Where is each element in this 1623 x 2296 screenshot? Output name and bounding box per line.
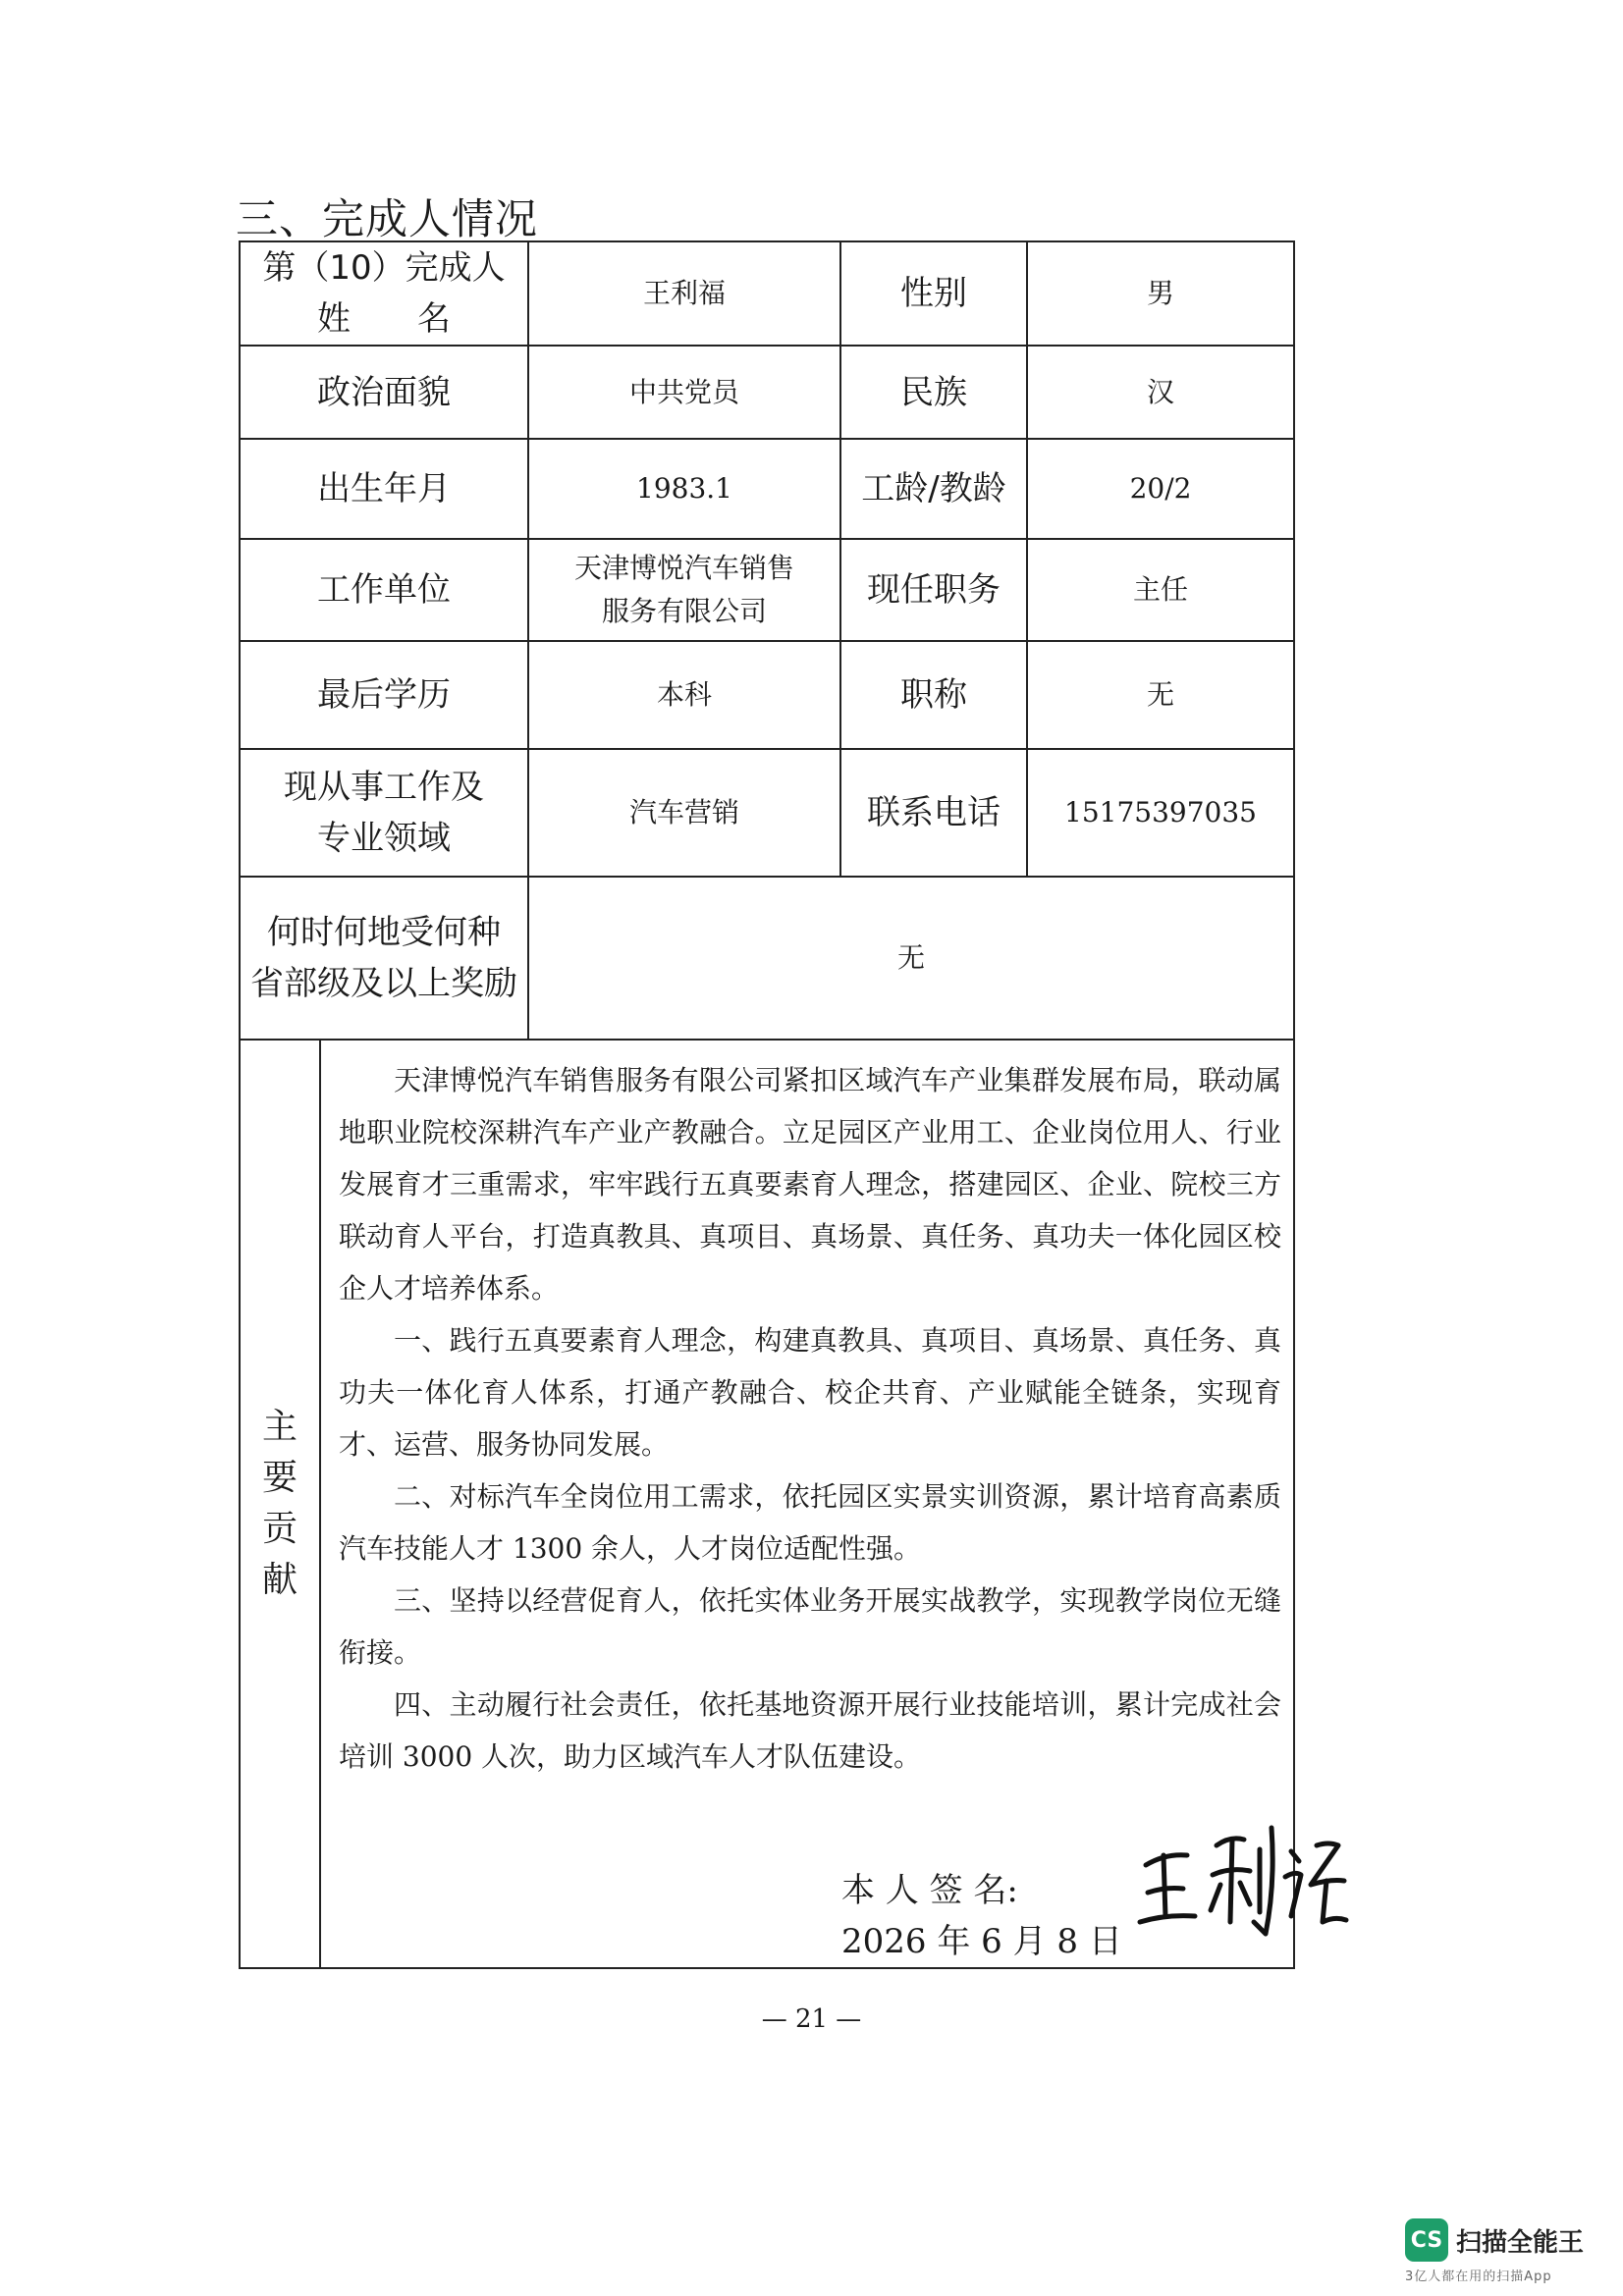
political-status-label: 政治面貌 bbox=[240, 346, 528, 439]
section-title: 三、完成人情况 bbox=[236, 195, 538, 244]
watermark-slogan: 3亿人都在用的扫描App bbox=[1405, 2269, 1552, 2284]
gender-value: 男 bbox=[1027, 241, 1294, 346]
education-value: 本科 bbox=[528, 641, 840, 749]
label-line: 第（10）完成人 bbox=[262, 248, 506, 288]
table-row bbox=[240, 241, 1294, 346]
label-char: 献 bbox=[261, 1560, 298, 1600]
value-line: 服务有限公司 bbox=[602, 595, 768, 627]
title-value: 无 bbox=[1027, 641, 1294, 749]
label-line: 现从事工作及 bbox=[284, 768, 484, 807]
signature-block bbox=[841, 1865, 1122, 1967]
contribution-cell bbox=[320, 1040, 1294, 1968]
table-row bbox=[240, 641, 1294, 749]
contribution-paragraph: 四、主动履行社会责任，依托基地资源开展行业技能培训，累计完成社会培训 3000 人次，助力区域汽车人才队伍建设。 bbox=[339, 1688, 1282, 1773]
education-label: 最后学历 bbox=[240, 641, 528, 749]
table-row bbox=[240, 346, 1294, 439]
ethnicity-label: 民族 bbox=[840, 346, 1027, 439]
phone-value: 15175397035 bbox=[1027, 749, 1294, 877]
page-number: — 21 — bbox=[761, 2004, 862, 2034]
position-value: 主任 bbox=[1027, 539, 1294, 641]
value-line: 天津博悦汽车销售 bbox=[574, 552, 795, 584]
signature-label: 本 人 签 名: bbox=[841, 1871, 1018, 1910]
contribution-paragraph: 天津博悦汽车销售服务有限公司紧扣区域汽车产业集群发展布局，联动属地职业院校深耕汽车产业产教融合。立足园区产业用工、企业岗位用人、行业发展育才三重需求，牢牢践行五真要素育人理念，搭建园区、企业、院校三方联动育人平台，打造真教具、真项目、真场景、真任务、真功夫一体化园区校企人才培养体系。 bbox=[339, 1064, 1282, 1305]
contribution-paragraph: 三、坚持以经营促育人，依托实体业务开展实战教学，实现教学岗位无缝衔接。 bbox=[339, 1584, 1282, 1669]
work-years-value: 20/2 bbox=[1027, 439, 1294, 539]
gender-label: 性别 bbox=[840, 241, 1027, 346]
contribution-text bbox=[321, 1041, 1293, 1783]
political-status-value: 中共党员 bbox=[528, 346, 840, 439]
birth-date-value: 1983.1 bbox=[528, 439, 840, 539]
contribution-label bbox=[240, 1040, 320, 1968]
table-row bbox=[240, 439, 1294, 539]
contribution-paragraph: 一、践行五真要素育人理念，构建真教具、真项目、真场景、真任务、真功夫一体化育人体系，打通产教融合、校企共育、产业赋能全链条，实现育才、运营、服务协同发展。 bbox=[339, 1324, 1282, 1461]
field-label bbox=[240, 749, 528, 877]
field-value: 汽车营销 bbox=[528, 749, 840, 877]
row-label bbox=[240, 241, 528, 346]
completer-info-table bbox=[239, 240, 1295, 1969]
table-row bbox=[240, 877, 1294, 1040]
award-value: 无 bbox=[528, 877, 1294, 1040]
signature-date: 2026 年 6 月 8 日 bbox=[841, 1922, 1122, 1961]
label-line: 何时何地受何种 bbox=[267, 913, 501, 952]
birth-date-label: 出生年月 bbox=[240, 439, 528, 539]
contribution-paragraph: 二、对标汽车全岗位用工需求，依托园区实景实训资源，累计培育高素质汽车技能人才 1300 余人，人才岗位适配性强。 bbox=[339, 1480, 1282, 1565]
table-row bbox=[240, 1040, 1294, 1968]
label-line: 省部级及以上奖励 bbox=[250, 964, 517, 1003]
phone-label: 联系电话 bbox=[840, 749, 1027, 877]
watermark-app-name: 扫描全能王 bbox=[1456, 2227, 1585, 2258]
employer-value bbox=[528, 539, 840, 641]
position-label: 现任职务 bbox=[840, 539, 1027, 641]
label-char: 要 bbox=[261, 1458, 298, 1498]
award-label bbox=[240, 877, 528, 1040]
handwritten-signature bbox=[1136, 1806, 1352, 1944]
ethnicity-value: 汉 bbox=[1027, 346, 1294, 439]
name-value: 王利福 bbox=[528, 241, 840, 346]
work-years-label: 工龄/教龄 bbox=[840, 439, 1027, 539]
label-char: 主 bbox=[261, 1407, 298, 1447]
label-char: 贡 bbox=[261, 1509, 298, 1549]
table-row bbox=[240, 749, 1294, 877]
scanner-watermark bbox=[1405, 2218, 1601, 2284]
camscanner-logo-icon: CS bbox=[1405, 2218, 1448, 2262]
label-line: 姓 名 bbox=[317, 299, 451, 339]
label-line: 专业领域 bbox=[317, 819, 451, 858]
employer-label: 工作单位 bbox=[240, 539, 528, 641]
title-label: 职称 bbox=[840, 641, 1027, 749]
table-row bbox=[240, 539, 1294, 641]
